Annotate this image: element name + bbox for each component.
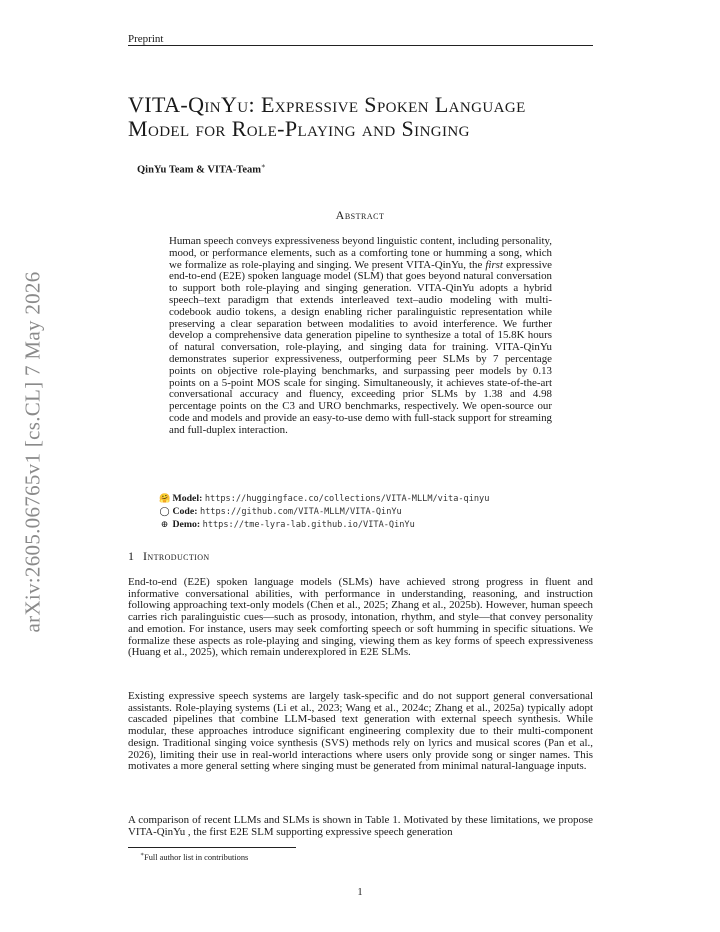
globe-icon: ⊕ (160, 518, 169, 529)
header-rule (128, 45, 593, 46)
paper-title (128, 93, 608, 141)
footnote (140, 851, 248, 862)
page-number: 1 (357, 887, 363, 898)
link-code[interactable] (159, 506, 489, 519)
arxiv-stamp-text: arXiv:2605.06765v1 [cs.CL] 7 May 2026 (20, 271, 45, 633)
link-demo[interactable] (159, 519, 489, 532)
link-model-label: Model: (172, 493, 203, 504)
abstract-heading: Abstract (335, 208, 385, 222)
resource-links (159, 493, 489, 531)
section-heading (128, 549, 210, 564)
abstract-text-part-1: Human speech conveys expressiveness beyond linguistic content, including personality, mood, or performance elements, such as a comforting tone or humming a song, which we formalize as role-playing and singing. We present VITA-QinYu, the (169, 235, 552, 271)
author-names: QinYu Team & VITA-Team (137, 164, 261, 176)
link-demo-url[interactable]: https://tme-lyra-lab.github.io/VITA-QinYu (202, 519, 415, 530)
intro-paragraph-2: Existing expressive speech systems are largely task-specific and do not support general conversational assistants. Role-playing systems (Li et al., 2023; Wang et al., 2024c; Zhang et al., 2025a) typically adopt cascaded pipelines that combine LLM-based text generation with external speech synthesis. While modular, these approaches introduce significant engineering complexity due to their multi-component design. Traditional singing voice synthesis (SVS) methods rely on lyrics and musical scores (Pan et al., 2026), limiting their use in real-world interactions where users only provide song or singer names. This motivates a more general setting where singing must be generated from minimal natural-language inputs. (128, 690, 593, 773)
title-line-2: Model for Role-Playing and Singing (128, 116, 470, 141)
section-number: 1 (128, 549, 134, 563)
title-line-1: VITA-QinYu: Expressive Spoken Language (128, 92, 526, 117)
link-code-url[interactable]: https://github.com/VITA-MLLM/VITA-QinYu (199, 506, 402, 517)
section-title: Introduction (143, 549, 210, 563)
footnote-rule (128, 847, 296, 848)
footnote-text: Full author list in contributions (144, 852, 249, 862)
link-code-label: Code: (172, 505, 198, 517)
link-model[interactable] (159, 493, 489, 506)
link-model-url[interactable]: https://huggingface.co/collections/VITA-MLLM/vita-qinyu (204, 494, 490, 504)
footnote-mark: ∗ (140, 852, 145, 858)
hugging-face-icon: 🤗 (159, 493, 171, 503)
abstract-text-part-2: expressive end-to-end (E2E) spoken language model (SLM) that goes beyond natural conversation to support both role-playing and singing generation. VITA-QinYu adopts a hybrid speech–text paradigm that extends interleaved text–audio modeling with multi-codebook audio tokens, a design enabling richer paralinguistic representation while preserving a clear separation between modalities to avoid interference. We further develop a comprehensive data generation pipeline to synthesize a total of 15.8K hours of natural conversation, role-playing, and singing data for training. VITA-QinYu demonstrates superior expressiveness, outperforming peer SLMs by 7 percentage points on objective role-playing benchmarks, and surpassing peer models by 0.13 points on a 5-point MOS scale for singing. Simultaneously, it achieves state-of-the-art conversational accuracy and fluency, exceeding prior SLMs by 1.38 and 4.98 percentage points on the C3 and URO benchmarks, respectively. We open-source our code and models and provide an easy-to-use demo with full-stack support for streaming and full-duplex interaction. (169, 258, 552, 436)
author-footnote-mark: ∗ (261, 162, 266, 170)
abstract-text (169, 236, 552, 437)
author-line (137, 162, 266, 176)
intro-paragraph-3: A comparison of recent LLMs and SLMs is shown in Table 1. Motivated by these limitations, we propose VITA-QinYu , the first E2E SLM supporting expressive speech generation (128, 814, 593, 838)
intro-paragraph-1: End-to-end (E2E) spoken language models (SLMs) have achieved strong progress in fluent and informative conversational abilities, with performance in understanding, reasoning, and instruction following approaching text-only models (Chen et al., 2025; Zhang et al., 2025b). However, human speech carries rich paralinguistic cues—such as prosody, intonation, rhythm, and style—that convey personality and emotion. For instance, users may seek comforting speech or soft humming in specific situations. We formalize these aspects as role-playing and singing, viewing them as key forms of speech expressiveness (Huang et al., 2025), which remain underexplored in E2E SLMs. (128, 576, 593, 659)
abstract-emphasis: first (485, 258, 503, 271)
running-header: Preprint (128, 33, 164, 45)
arxiv-stamp (18, 262, 48, 642)
link-demo-label: Demo: (172, 518, 201, 530)
github-icon: ◯ (159, 505, 170, 516)
